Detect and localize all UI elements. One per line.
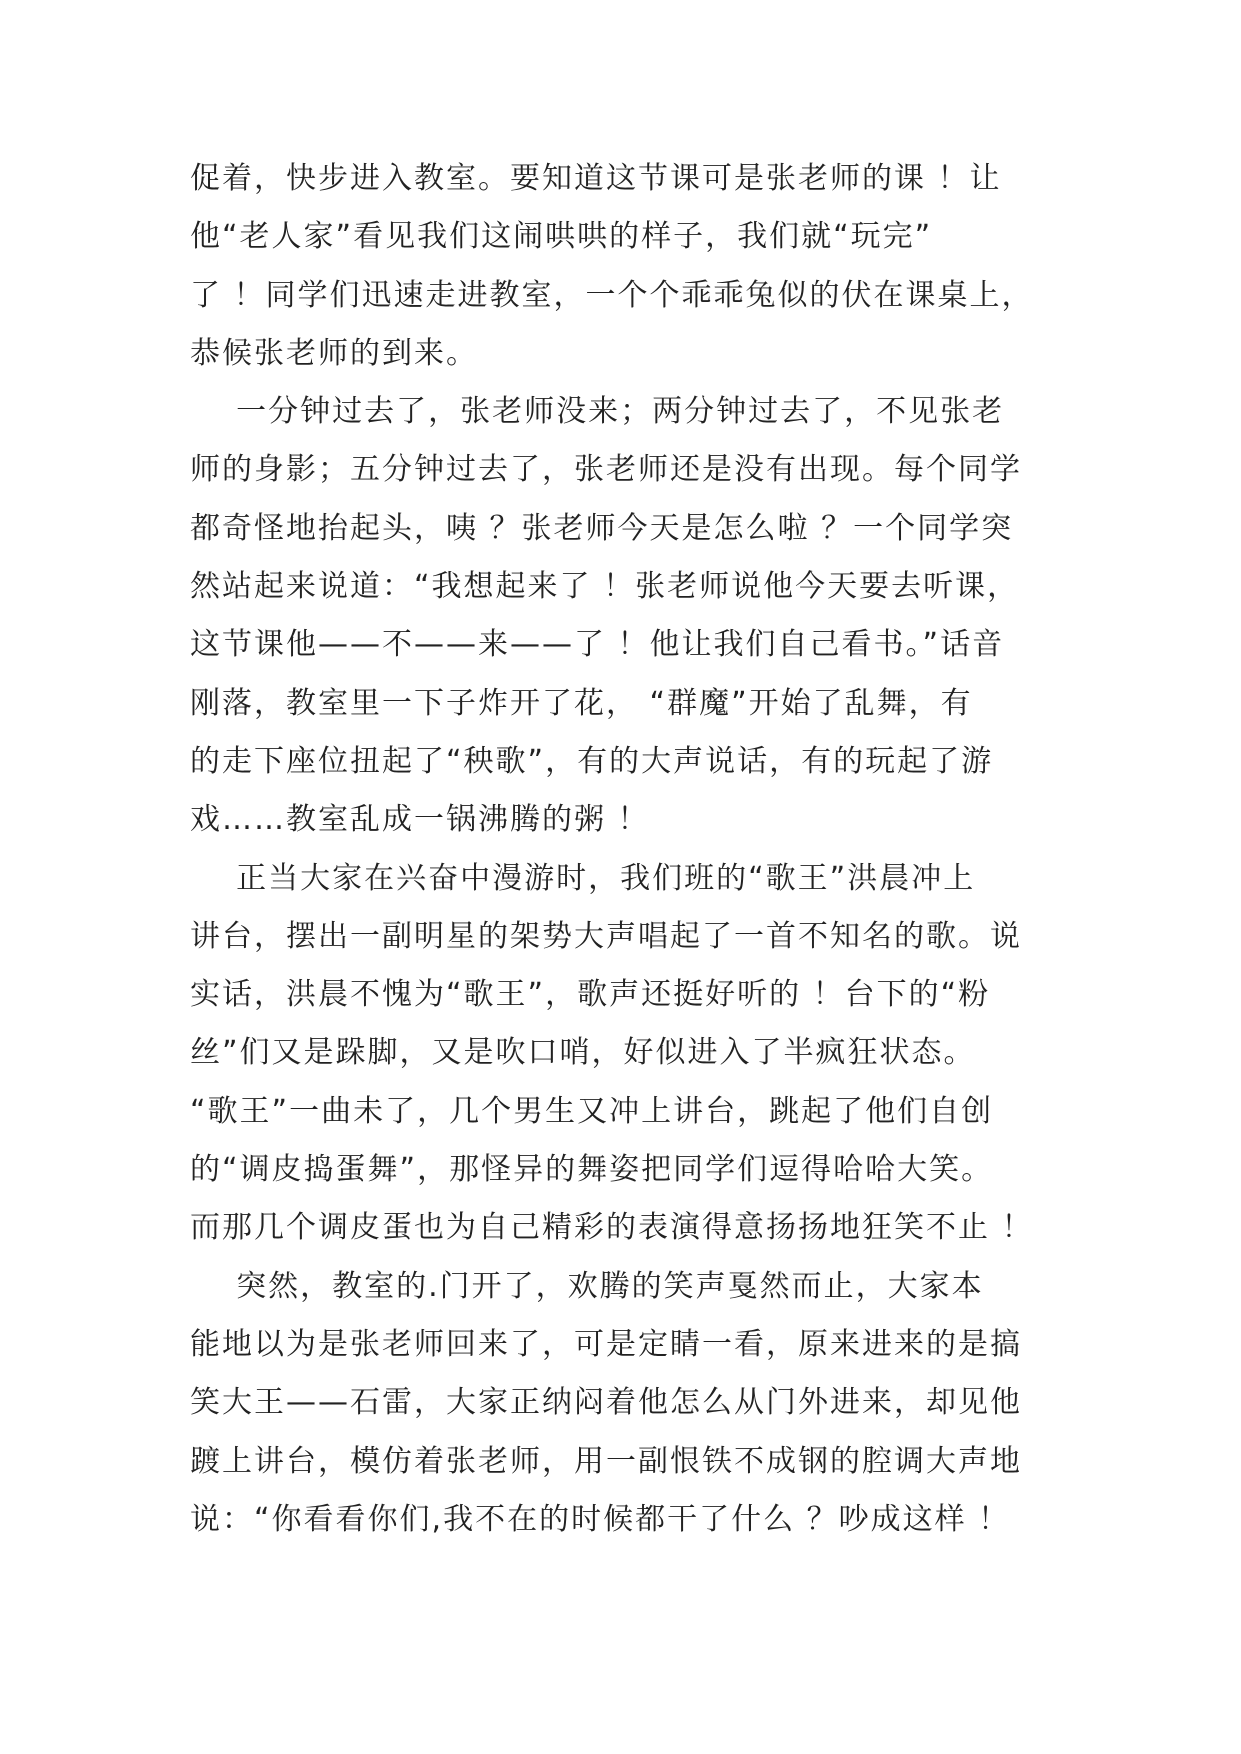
text-line: 实话，洪晨不愧为“歌王”，歌声还挺好听的 ！台下的“粉: [190, 977, 991, 1013]
text-line: 说：“你看看你们,我不在的时候都干了什么 ？吵成这样 ！: [190, 1501, 1011, 1537]
text-line: “歌王”一曲未了，几个男生又冲上讲台，跳起了他们自创: [190, 1093, 994, 1129]
text-line: 他“老人家”看见我们这闹哄哄的样子，我们就“玩完”: [190, 219, 933, 255]
text-line: 突然，教室的.门开了，欢腾的笑声戛然而止，大家本: [190, 1268, 984, 1304]
text-line: 这节课他——不——来——了 ！他让我们自己看书。”话音: [190, 627, 1005, 663]
text-line: 师的身影；五分钟过去了，张老师还是没有出现。每个同学: [190, 452, 1022, 488]
text-line: 而那几个调皮蛋也为自己精彩的表演得意扬扬地狂笑不止 ！: [190, 1210, 1034, 1246]
text-line: 讲台，摆出一副明星的架势大声唱起了一首不知名的歌。说: [190, 918, 1022, 954]
text-line: 一分钟过去了，张老师没来；两分钟过去了，不见张老: [190, 394, 1005, 430]
text-line: 都奇怪地抬起头，咦 ？张老师今天是怎么啦 ？一个同学突: [190, 510, 1014, 546]
body-text: [190, 150, 1090, 1549]
text-line: 促着，快步进入教室。要知道这节课可是张老师的课 ！让: [190, 161, 1002, 196]
text-line: 刚落，教室里一下子炸开了花， “群魔”开始了乱舞，有: [190, 685, 973, 721]
text-line: 的“调皮捣蛋舞”，那怪异的舞姿把同学们逗得哈哈大笑。: [190, 1152, 994, 1188]
text-line: 戏……教室乱成一锅沸腾的粥 ！: [190, 802, 650, 838]
text-line: 丝”们又是跺脚，又是吹口哨，好似进入了半疯狂状态。: [190, 1035, 976, 1071]
text-line: 笑大王——石雷，大家正纳闷着他怎么从门外进来，却见他: [190, 1385, 1022, 1421]
text-line: 正当大家在兴奋中漫游时，我们班的“歌王”洪晨冲上: [190, 860, 976, 896]
text-line: 恭候张老师的到来。: [190, 335, 478, 371]
text-line: 了 ！同学们迅速走进教室，一个个乖乖兔似的伏在课桌上，: [190, 277, 1034, 313]
text-line: 能地以为是张老师回来了，可是定睛一看，原来进来的是搞: [190, 1326, 1022, 1362]
text-line: 踱上讲台，模仿着张老师，用一副恨铁不成钢的腔调大声地: [190, 1443, 1022, 1479]
text-line: 然站起来说道：“我想起来了 ！张老师说他今天要去听课，: [190, 569, 1020, 605]
text-line: 的走下座位扭起了“秧歌”，有的大声说话，有的玩起了游: [190, 743, 994, 779]
